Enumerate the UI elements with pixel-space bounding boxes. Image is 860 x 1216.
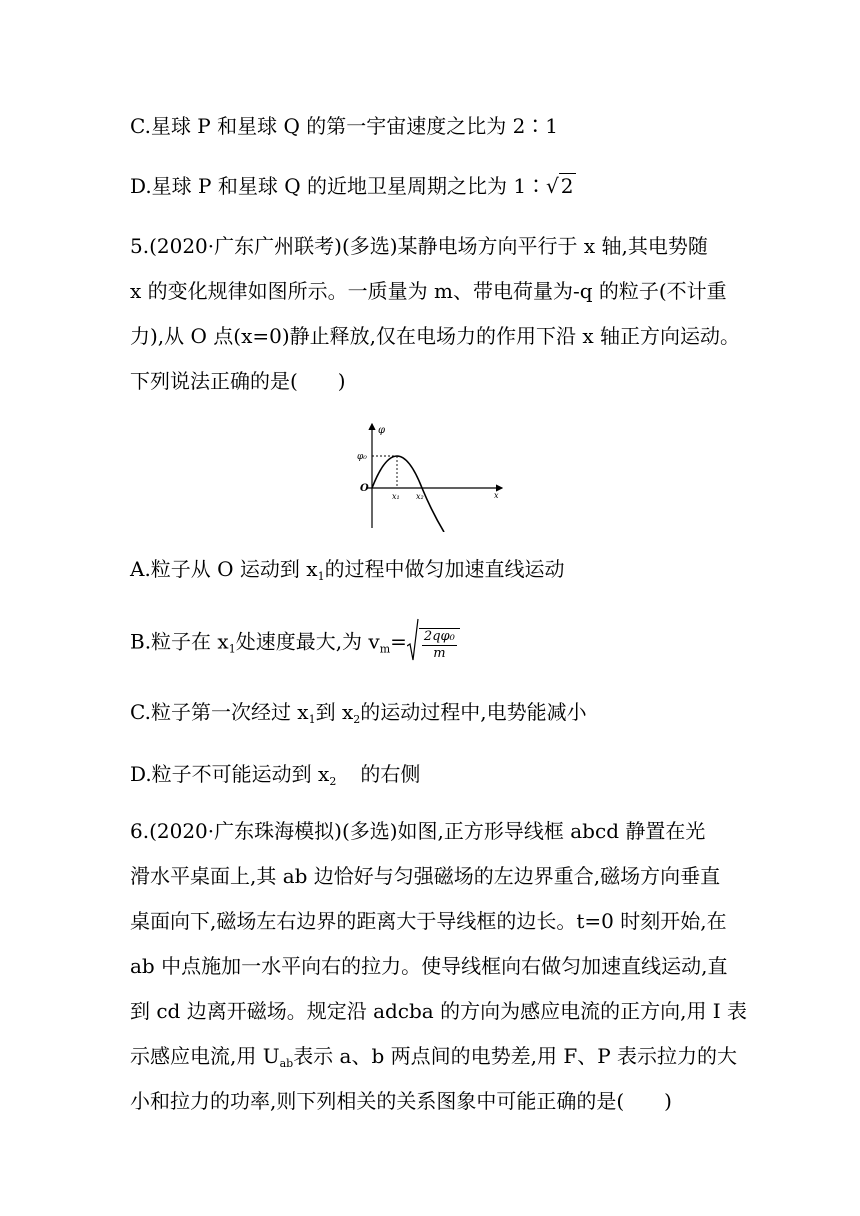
subscript: 2 <box>353 713 361 726</box>
origin-label: O <box>360 483 369 494</box>
sqrt-radicand: 2 <box>560 174 574 198</box>
q6-stem-line: 滑水平桌面上,其 ab 边恰好与匀强磁场的左边界重合,磁场方向垂直 <box>130 864 721 888</box>
q4-option-c: C.星球 P 和星球 Q 的第一宇宙速度之比为 2∶1 <box>130 114 559 138</box>
y-axis-label: φ <box>378 425 386 436</box>
stem-text: 表示 a、b 两点间的电势差,用 F、P 表示拉力的大 <box>293 1044 738 1068</box>
q6-stem-line: 6.(2020·广东珠海模拟)(多选)如图,正方形导线框 abcd 静置在光 <box>130 819 706 843</box>
q6-stem-line: 桌面向下,磁场左右边界的距离大于导线框的边长。t=0 时刻开始,在 <box>130 909 727 933</box>
option-text: 的右侧 <box>360 762 421 786</box>
velocity-formula <box>407 618 460 662</box>
q5-stem-line: 下列说法正确的是( ) <box>130 369 346 393</box>
x1-label: x₁ <box>392 492 400 501</box>
subscript: 1 <box>228 642 236 656</box>
equals-sign: = <box>390 629 407 654</box>
sqrt-expression: √ 2 <box>546 174 574 198</box>
q6-stem-line: ab 中点施加一水平向右的拉力。使导线框向右做匀加速直线运动,直 <box>130 954 728 978</box>
subscript: 2 <box>329 775 337 788</box>
q6-stem-line: 到 cd 边离开磁场。规定沿 adcba 的方向为感应电流的正方向,用 I 表 <box>130 999 748 1023</box>
formula-numerator: 2qφ₀ <box>423 629 455 644</box>
option-text: A.粒子从 O 运动到 x <box>130 557 318 581</box>
formula-denominator: m <box>433 646 446 661</box>
q5-stem-line: 5.(2020·广东广州联考)(多选)某静电场方向平行于 x 轴,其电势随 <box>130 234 708 258</box>
q6-stem-line: 小和拉力的功率,则下列相关的关系图象中可能正确的是( ) <box>130 1089 672 1113</box>
x2-label: x₂ <box>416 492 424 501</box>
option-text: 到 x <box>315 700 354 724</box>
q5-stem-line: 力),从 O 点(x=0)静止释放,仅在电场力的作用下沿 x 轴正方向运动。 <box>130 324 740 348</box>
potential-graph-figure <box>356 420 506 532</box>
q5-option-d <box>130 760 420 796</box>
subscript: m <box>379 642 391 656</box>
q5-option-c <box>130 698 587 734</box>
option-text: D.粒子不可能运动到 x <box>130 762 330 786</box>
subscript: 1 <box>317 570 325 583</box>
option-text: B.粒子在 x <box>130 629 229 654</box>
q4-option-d <box>130 172 576 200</box>
option-text: 处速度最大,为 v <box>235 629 380 654</box>
q5-stem-line: x 的变化规律如图所示。一质量为 m、带电荷量为-q 的粒子(不计重 <box>130 279 727 303</box>
q6-stem-line <box>130 1042 737 1078</box>
q5-option-a <box>130 555 565 591</box>
subscript: 1 <box>308 713 316 726</box>
option-text: 的运动过程中,电势能减小 <box>360 700 587 724</box>
phi0-label: φ₀ <box>357 452 367 462</box>
potential-curve <box>372 456 444 532</box>
radical-sign <box>407 618 419 662</box>
stem-text: 示感应电流,用 U <box>130 1044 280 1068</box>
q4-option-d-text: D.星球 P 和星球 Q 的近地卫星周期之比为 1∶ <box>130 174 547 198</box>
subscript: ab <box>279 1057 294 1070</box>
option-text: 的过程中做匀加速直线运动 <box>324 557 565 581</box>
option-text: C.粒子第一次经过 x <box>130 700 309 724</box>
q5-option-b <box>130 624 460 664</box>
x-axis-label: x <box>494 491 499 500</box>
